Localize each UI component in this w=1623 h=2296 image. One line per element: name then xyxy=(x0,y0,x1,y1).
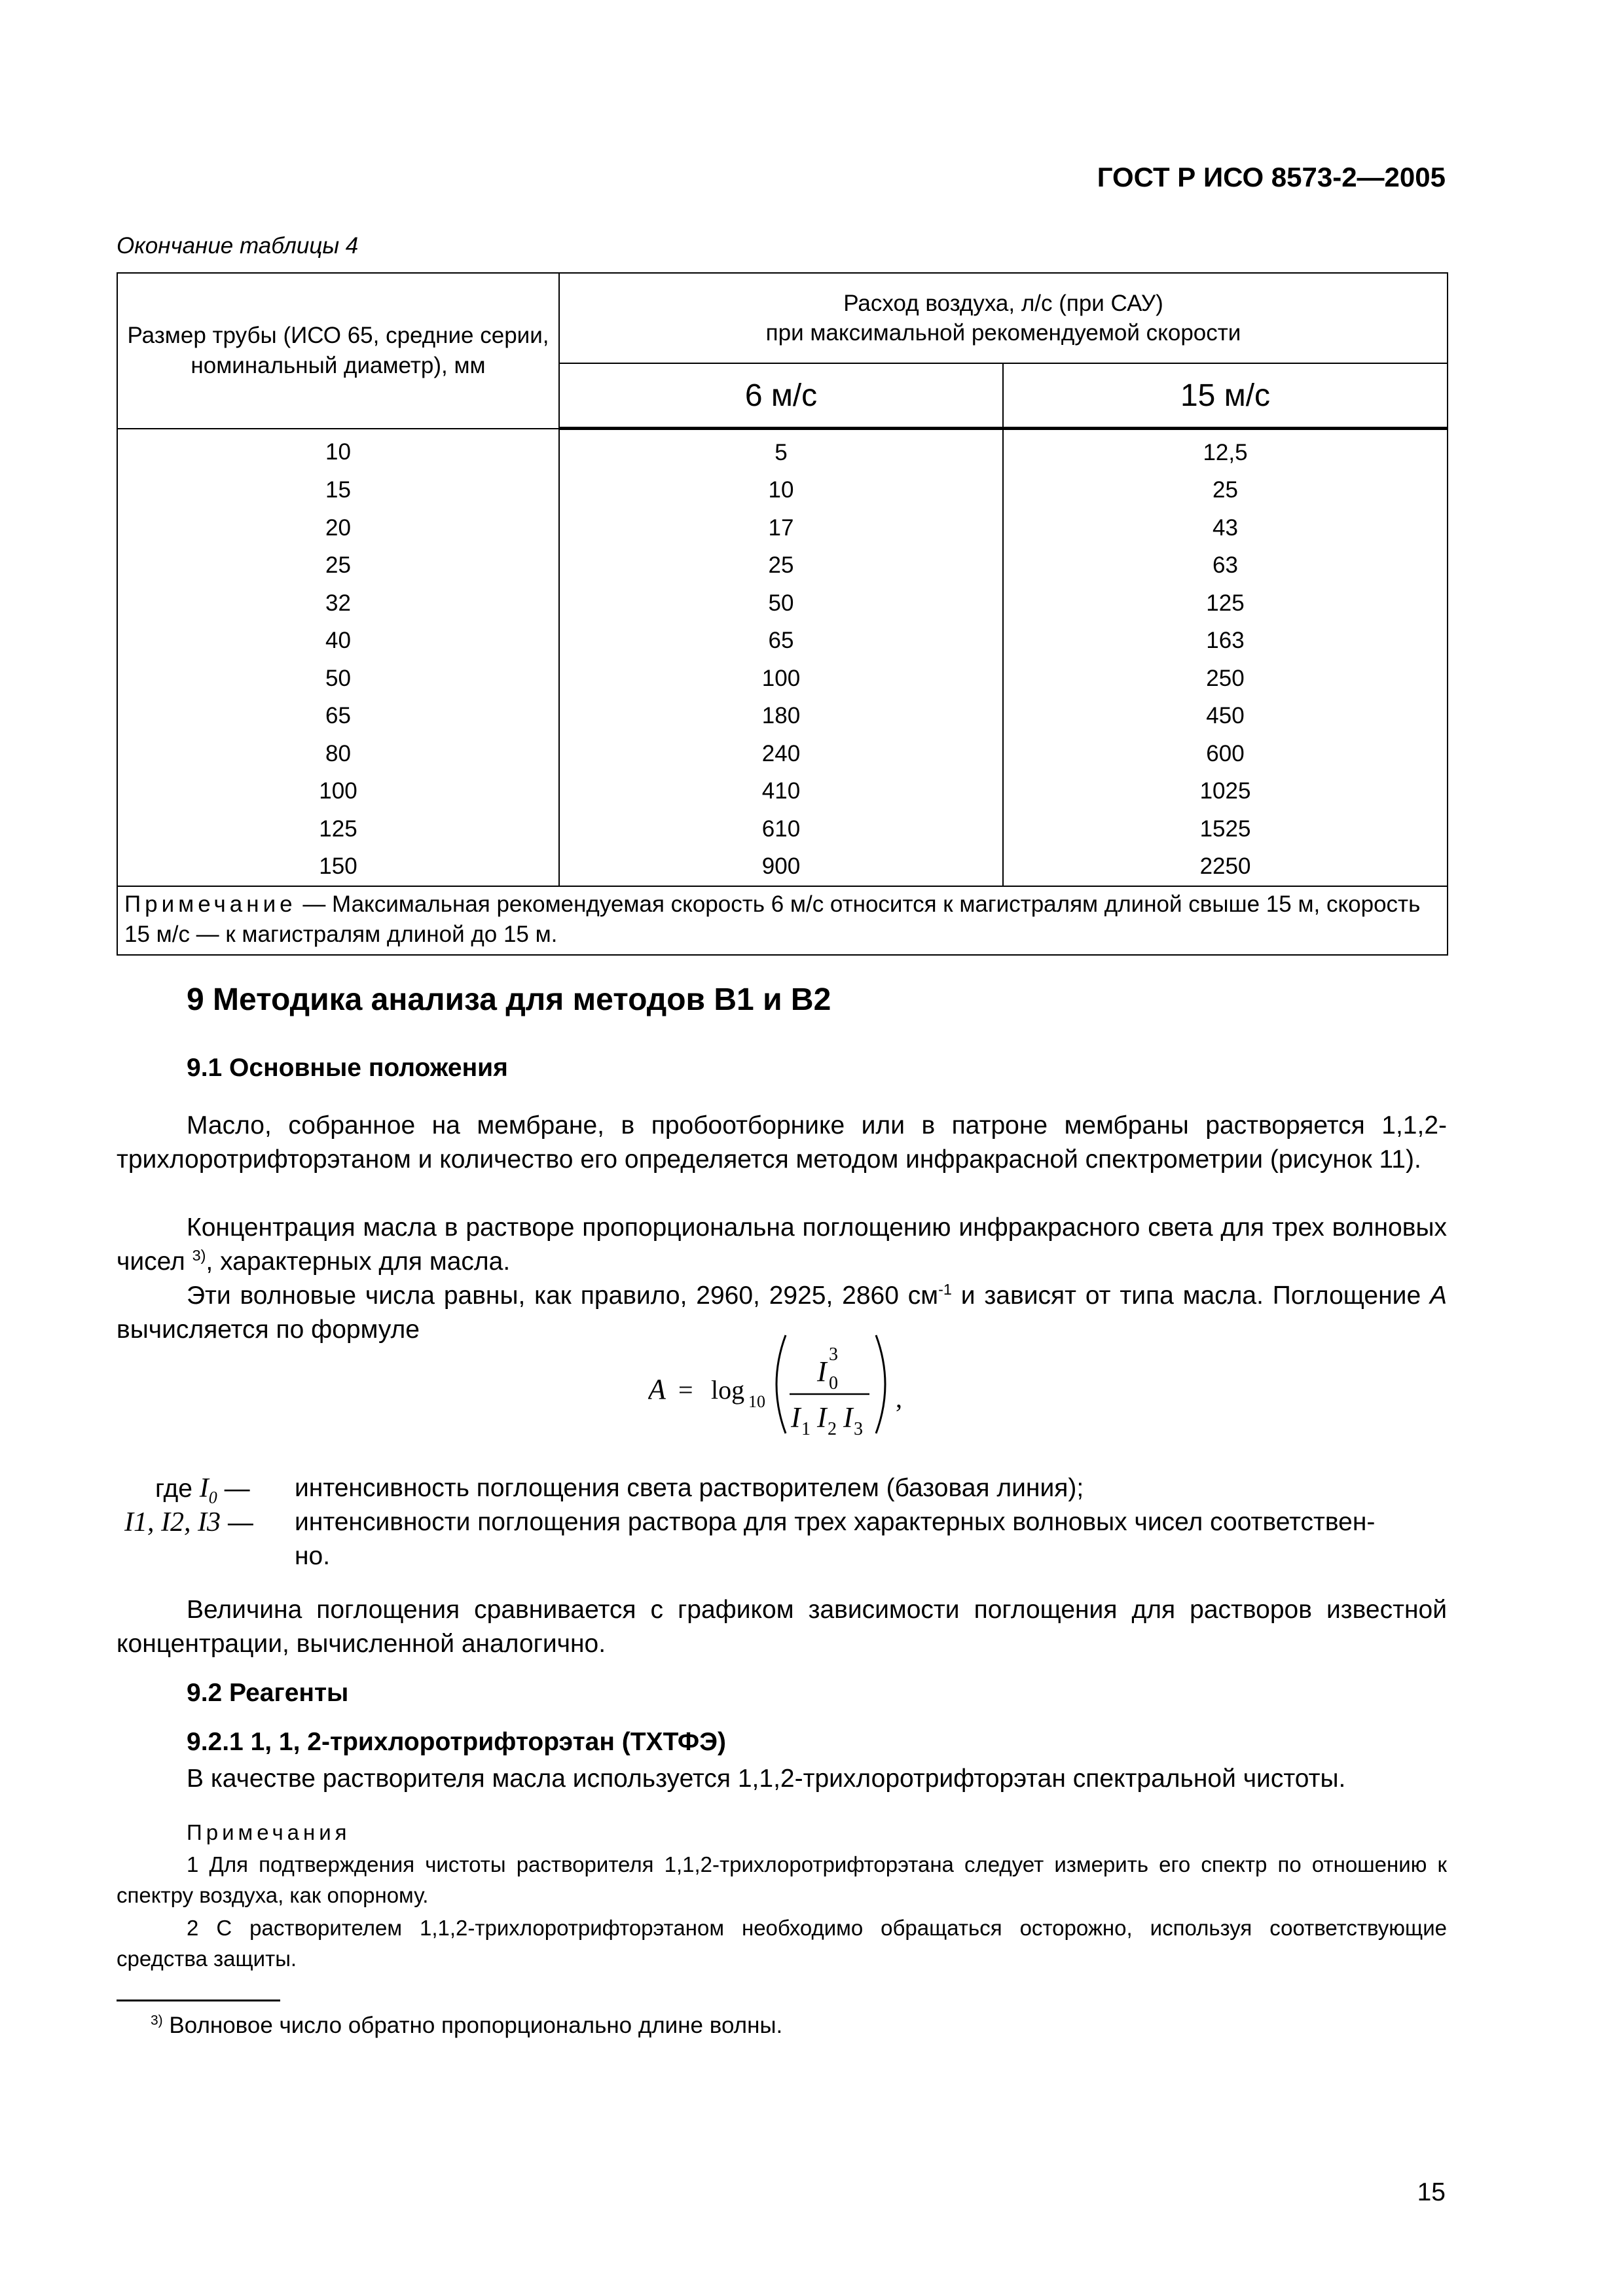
cell-flow-6ms: 240 xyxy=(559,735,1003,773)
air-flow-header-line1: Расход воздуха, л/с (при САУ) xyxy=(843,290,1163,316)
cell-flow-6ms: 900 xyxy=(559,848,1003,887)
col-15ms-header: 15 м/с xyxy=(1003,363,1448,429)
formula-den-i2: I xyxy=(817,1401,827,1433)
cell-pipe-size: 10 xyxy=(117,429,559,472)
col-6ms-header: 6 м/с xyxy=(559,363,1003,429)
formula-lhs: A xyxy=(648,1373,666,1405)
cell-flow-15ms: 63 xyxy=(1003,547,1448,585)
table-row xyxy=(117,698,1448,736)
cell-flow-15ms: 43 xyxy=(1003,509,1448,547)
formula-numerator-sub: 0 xyxy=(829,1373,838,1393)
p2-text-b: , характерных для масла. xyxy=(206,1247,511,1276)
cell-pipe-size: 125 xyxy=(117,810,559,848)
where2-dash: — xyxy=(227,1509,253,1537)
formula-den-sub3: 3 xyxy=(854,1419,863,1439)
formula-left-paren xyxy=(776,1335,786,1433)
footnote-text: Волновое число обратно пропорционально длине волны. xyxy=(162,2013,783,2038)
formula-den-sub2: 2 xyxy=(828,1419,837,1439)
p2-text-a: Концентрация масла в растворе пропорциональна поглощению инфракрасного света для трех волновых чисел xyxy=(117,1213,1447,1276)
formula-numerator: I xyxy=(817,1355,827,1388)
p3-text-a: Эти волновые числа равны, как правило, 2960, 2925, 2860 см xyxy=(187,1282,939,1310)
where2-text-line2: но. xyxy=(295,1542,331,1570)
cell-flow-6ms: 25 xyxy=(559,547,1003,585)
paragraph-concentration xyxy=(117,1211,1447,1279)
where1-key-sub: 0 xyxy=(208,1488,217,1507)
table-row xyxy=(117,810,1448,848)
table-row xyxy=(117,509,1448,547)
section-9-2-1-title: 9.2.1 1, 1, 2-трихлоротрифторэтан (ТХТФЭ) xyxy=(187,1728,726,1756)
table-row xyxy=(117,622,1448,660)
cell-flow-6ms: 10 xyxy=(559,472,1003,510)
cell-flow-6ms: 410 xyxy=(559,773,1003,811)
formula-den-i1: I xyxy=(791,1401,801,1433)
col-pipe-size-header: Размер трубы (ИСО 65, средние серии, номинальный диаметр), мм xyxy=(117,273,559,429)
paragraph-absorbance-comparison: Величина поглощения сравнивается с графиком зависимости поглощения для растворов известной концентрации, вычисленной аналогично. xyxy=(117,1596,1447,1658)
cell-flow-6ms: 180 xyxy=(559,698,1003,736)
footnote-separator xyxy=(117,2000,280,2001)
table-caption: Окончание таблицы 4 xyxy=(117,233,359,259)
cell-pipe-size: 50 xyxy=(117,660,559,698)
table-row xyxy=(117,429,1448,472)
document-id: ГОСТ Р ИСО 8573-2—2005 xyxy=(1097,162,1446,192)
cell-flow-15ms: 163 xyxy=(1003,622,1448,660)
cell-flow-6ms: 610 xyxy=(559,810,1003,848)
table-note-label: Примечание xyxy=(124,891,297,917)
p3-superscript: -1 xyxy=(938,1281,952,1298)
cell-pipe-size: 65 xyxy=(117,698,559,736)
section-9-2-title: 9.2 Реагенты xyxy=(187,1679,349,1707)
formula-den-sub1: 1 xyxy=(801,1419,811,1439)
table-row xyxy=(117,584,1448,622)
where1-key-letter: I xyxy=(199,1473,209,1503)
table-body xyxy=(117,429,1448,956)
paragraph-oil-collection: Масло, собранное на мембране, в пробоотборнике или в патроне мембраны растворяется 1,1,2-трихлоротрифторэтаном и количество его определяется методом инфракрасной спектрометрии (рисунок 11). xyxy=(117,1111,1447,1174)
where1-dash: — xyxy=(224,1475,250,1503)
cell-pipe-size: 150 xyxy=(117,848,559,887)
table-row xyxy=(117,735,1448,773)
cell-flow-6ms: 17 xyxy=(559,509,1003,547)
section-9-title: 9 Методика анализа для методов В1 и В2 xyxy=(187,982,831,1017)
cell-flow-6ms: 65 xyxy=(559,622,1003,660)
where2-text-line1: интенсивности поглощения раствора для трех характерных волновых чисел соответствен- xyxy=(295,1508,1376,1536)
air-flow-table xyxy=(117,272,1448,956)
footnote-mark: 3) xyxy=(151,2013,163,2028)
table-row xyxy=(117,472,1448,510)
note-1: 1 Для подтверждения чистоты растворителя 1,1,2-трихлоротрифторэтана следует измерить его спектр по отношению к спектру воздуха, как опорному. xyxy=(117,1852,1447,1907)
where-row-2 xyxy=(124,1505,253,1540)
formula-log: log xyxy=(711,1375,745,1405)
where-word: где xyxy=(155,1475,192,1503)
cell-flow-15ms: 12,5 xyxy=(1003,429,1448,472)
notes-label: Примечания xyxy=(187,1820,351,1844)
cell-pipe-size: 15 xyxy=(117,472,559,510)
paragraph-solvent: В качестве растворителя масла используется 1,1,2-трихлоротрифторэтан спектральной чистоты. xyxy=(187,1765,1346,1793)
formula-numerator-sup: 3 xyxy=(829,1344,838,1365)
col-air-flow-header xyxy=(559,273,1448,363)
cell-flow-6ms: 100 xyxy=(559,660,1003,698)
cell-flow-15ms: 2250 xyxy=(1003,848,1448,887)
cell-flow-15ms: 250 xyxy=(1003,660,1448,698)
p3-text-c: вычисляется по формуле xyxy=(117,1316,420,1344)
formula-equals: = xyxy=(678,1375,693,1405)
cell-flow-6ms: 5 xyxy=(559,429,1003,472)
where1-key xyxy=(199,1473,217,1507)
formula-log-base: 10 xyxy=(748,1392,765,1411)
table-row xyxy=(117,547,1448,585)
cell-flow-6ms: 50 xyxy=(559,584,1003,622)
formula-right-paren xyxy=(876,1335,885,1433)
cell-flow-15ms: 600 xyxy=(1003,735,1448,773)
where2-text xyxy=(295,1505,1447,1573)
formula-trailing-comma: , xyxy=(896,1384,902,1413)
where2-key: I1, I2, I3 xyxy=(124,1507,221,1537)
cell-pipe-size: 80 xyxy=(117,735,559,773)
cell-pipe-size: 20 xyxy=(117,509,559,547)
cell-pipe-size: 25 xyxy=(117,547,559,585)
footnote xyxy=(151,2013,782,2039)
absorbance-formula xyxy=(648,1322,923,1446)
p3-text-b: и зависят от типа масла. Поглощение xyxy=(951,1282,1430,1310)
table-row xyxy=(117,848,1448,887)
cell-pipe-size: 32 xyxy=(117,584,559,622)
table-row xyxy=(117,773,1448,811)
table-note xyxy=(117,886,1448,955)
page-number: 15 xyxy=(1417,2178,1446,2206)
table-note-text: — Максимальная рекомендуемая скорость 6 м/с относится к магистралям длиной свыше 15 м, скорость 15 м/с — к магистралям длиной до 15 м. xyxy=(124,891,1421,947)
where1-text: интенсивность поглощения света растворителем (базовая линия); xyxy=(295,1474,1084,1502)
cell-pipe-size: 100 xyxy=(117,773,559,811)
air-flow-header-line2: при максимальной рекомендуемой скорости xyxy=(765,320,1241,346)
table-row xyxy=(117,660,1448,698)
formula-den-i3: I xyxy=(843,1401,853,1433)
cell-flow-15ms: 125 xyxy=(1003,584,1448,622)
footnote-ref: 3) xyxy=(192,1247,206,1264)
cell-flow-15ms: 1025 xyxy=(1003,773,1448,811)
section-9-1-title: 9.1 Основные положения xyxy=(187,1054,508,1082)
note-2: 2 С растворителем 1,1,2-трихлоротрифторэтаном необходимо обращаться осторожно, используя соответствующие средства защиты. xyxy=(117,1916,1447,1971)
cell-flow-15ms: 25 xyxy=(1003,472,1448,510)
cell-flow-15ms: 1525 xyxy=(1003,810,1448,848)
cell-flow-15ms: 450 xyxy=(1003,698,1448,736)
p3-variable: A xyxy=(1430,1282,1448,1310)
cell-pipe-size: 40 xyxy=(117,622,559,660)
